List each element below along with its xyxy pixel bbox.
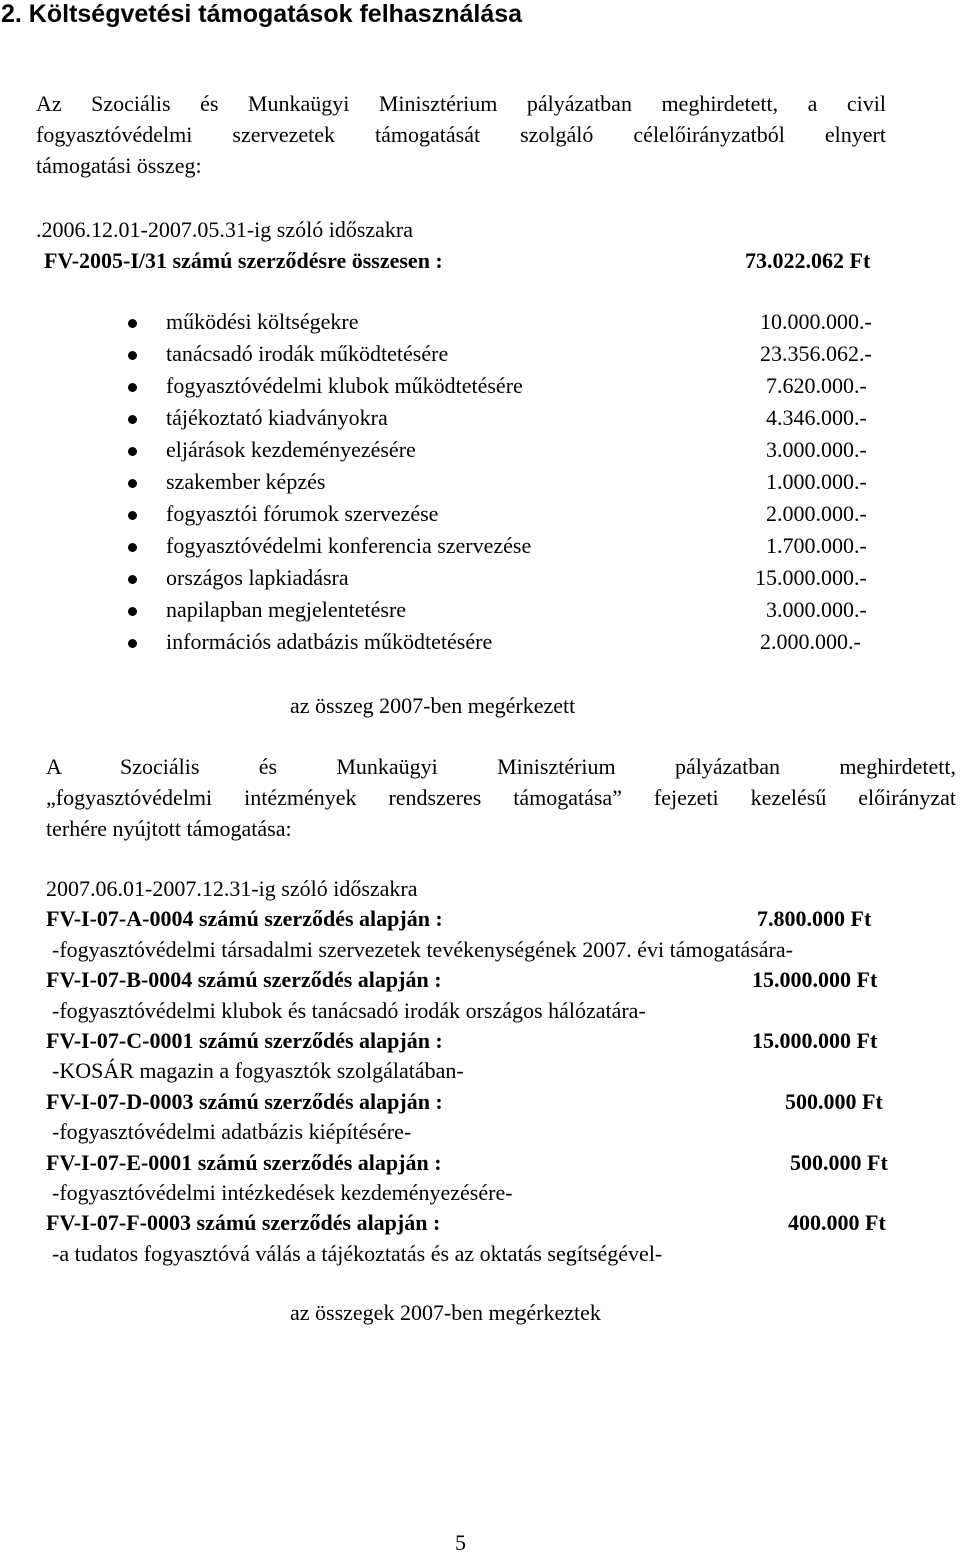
item-label: országos lapkiadásra [166,565,349,590]
contract-label: FV-I-07-C-0001 számú szerződés alapján : [46,1028,443,1053]
section-heading: 2. Költségvetési támogatások felhasználása [1,0,523,28]
contract-amount: 15.000.000 Ft [752,1028,878,1053]
bullet-icon [128,351,137,360]
item-amount: 2.000.000.- [760,629,861,654]
item-label: fogyasztóvédelmi klubok működtetésére [166,373,523,398]
item-amount: 15.000.000.- [755,565,867,590]
item-amount: 7.620.000.- [766,373,867,398]
item-amount: 1.700.000.- [766,533,867,558]
bullet-icon [128,543,137,552]
contract-amount: 500.000 Ft [790,1150,888,1175]
item-amount: 1.000.000.- [766,469,867,494]
item-amount: 23.356.062.- [760,341,872,366]
item-label: fogyasztóvédelmi konferencia szervezése [166,533,532,558]
received-note-1: az összeg 2007-ben megérkezett [290,693,576,718]
contract-desc: -fogyasztóvédelmi társadalmi szervezetek tevékenységének 2007. évi támogatására- [52,937,793,962]
contract1-amount: 73.022.062 Ft [745,248,871,273]
contract-label: FV-I-07-A-0004 számú szerződés alapján : [46,906,443,931]
bullet-icon [128,479,137,488]
intro2-line1: A Szociális és Munkaügyi Minisztérium pályázatban meghirdetett, [46,754,956,779]
contract-desc: -a tudatos fogyasztóvá válás a tájékoztatás és az oktatás segítségével- [52,1241,663,1266]
bullet-icon [128,607,137,616]
item-label: működési költségekre [166,309,359,334]
period2: 2007.06.01-2007.12.31-ig szóló időszakra [46,876,418,901]
intro2-line3: terhére nyújtott támogatása: [46,816,292,841]
bullet-icon [128,639,137,648]
intro1-line3: támogatási összeg: [36,153,202,178]
bullet-icon [128,383,137,392]
page-number: 5 [455,1530,466,1555]
contract-desc: -fogyasztóvédelmi adatbázis kiépítésére- [52,1119,412,1144]
item-label: napilapban megjelentetésre [166,597,407,622]
intro1-line2: fogyasztóvédelmi szervezetek támogatását szolgáló célelőirányzatból elnyert [36,122,886,147]
item-label: fogyasztói fórumok szervezése [166,501,439,526]
contract-amount: 500.000 Ft [785,1089,883,1114]
item-amount: 3.000.000.- [766,597,867,622]
contract-label: FV-I-07-F-0003 számú szerződés alapján : [46,1210,441,1235]
bullet-icon [128,511,137,520]
contract-label: FV-I-07-D-0003 számú szerződés alapján : [46,1089,443,1114]
contract-amount: 400.000 Ft [788,1210,886,1235]
contract1-label: FV-2005-I/31 számú szerződésre összesen : [44,248,443,273]
contract-desc: -fogyasztóvédelmi klubok és tanácsadó irodák országos hálózatára- [52,998,646,1023]
bullet-icon [128,319,137,328]
contract-amount: 7.800.000 Ft [757,906,872,931]
contract-label: FV-I-07-E-0001 számú szerződés alapján : [46,1150,442,1175]
contract-amount: 15.000.000 Ft [752,967,878,992]
intro1-line1: Az Szociális és Munkaügyi Minisztérium pályázatban meghirdetett, a civil [36,91,886,116]
item-label: eljárások kezdeményezésére [166,437,416,462]
item-label: szakember képzés [166,469,326,494]
bullet-icon [128,575,137,584]
intro2-line2: „fogyasztóvédelmi intézmények rendszeres támogatása” fejezeti kezelésű előirányzat [46,785,956,810]
contract-desc: -KOSÁR magazin a fogyasztók szolgálatában- [52,1058,464,1083]
contract-label: FV-I-07-B-0004 számú szerződés alapján : [46,967,442,992]
contract-desc: -fogyasztóvédelmi intézkedések kezdeményezésére- [52,1180,513,1205]
item-label: tájékoztató kiadványokra [166,405,388,430]
item-amount: 4.346.000.- [766,405,867,430]
bullet-icon [128,447,137,456]
item-amount: 3.000.000.- [766,437,867,462]
item-label: információs adatbázis működtetésére [166,629,493,654]
item-label: tanácsadó irodák működtetésére [166,341,449,366]
received-note-2: az összegek 2007-ben megérkeztek [290,1300,601,1325]
item-amount: 2.000.000.- [766,501,867,526]
item-amount: 10.000.000.- [760,309,872,334]
period1: .2006.12.01-2007.05.31-ig szóló időszakra [36,217,413,242]
bullet-icon [128,415,137,424]
